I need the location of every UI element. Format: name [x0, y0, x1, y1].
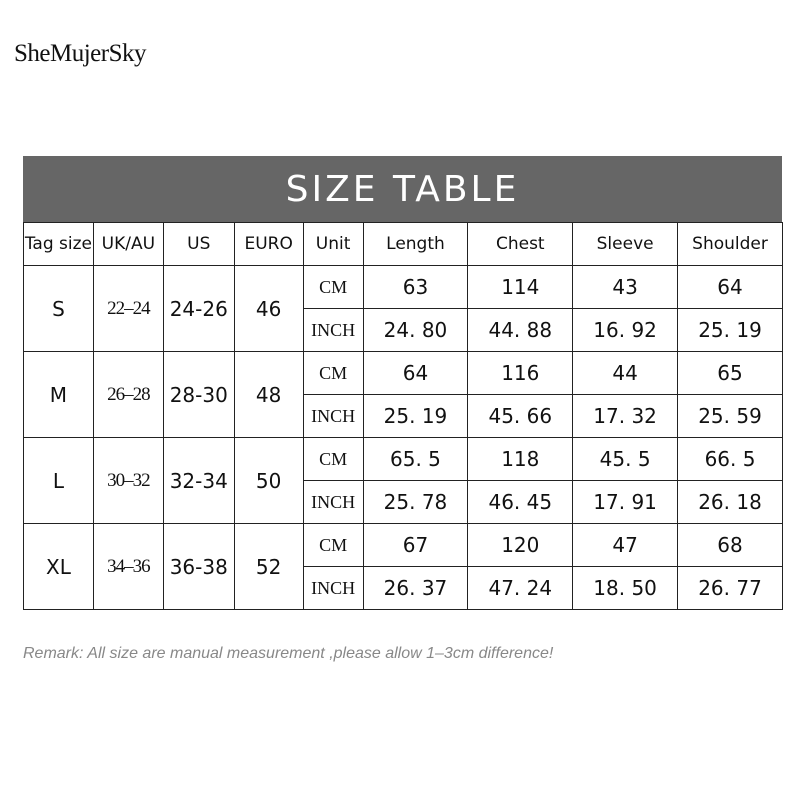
sleeve-cell: 16. 92 [573, 309, 678, 352]
chest-cell: 118 [468, 438, 573, 481]
column-header: Tag size [24, 223, 94, 266]
unit-cell: INCH [303, 395, 363, 438]
column-header: UK/AU [93, 223, 163, 266]
euro-cell: 48 [234, 352, 303, 438]
chest-cell: 114 [468, 266, 573, 309]
sleeve-cell: 17. 32 [573, 395, 678, 438]
length-cell: 67 [363, 524, 468, 567]
column-header: Unit [303, 223, 363, 266]
shoulder-cell: 25. 59 [678, 395, 783, 438]
column-header: Sleeve [573, 223, 678, 266]
table-title: SIZE TABLE [23, 156, 782, 222]
euro-cell: 50 [234, 438, 303, 524]
unit-cell: CM [303, 266, 363, 309]
shoulder-cell: 25. 19 [678, 309, 783, 352]
unit-cell: INCH [303, 567, 363, 610]
shoulder-cell: 66. 5 [678, 438, 783, 481]
brand-logo: SheMujerSky [14, 40, 146, 67]
us-cell: 28-30 [163, 352, 234, 438]
us-cell: 36-38 [163, 524, 234, 610]
uk-au-cell: 22–24 [93, 266, 163, 352]
sleeve-cell: 17. 91 [573, 481, 678, 524]
uk-au-cell: 34–36 [93, 524, 163, 610]
shoulder-cell: 68 [678, 524, 783, 567]
tag-size-cell: L [24, 438, 94, 524]
table-row [24, 266, 783, 309]
chest-cell: 44. 88 [468, 309, 573, 352]
length-cell: 25. 78 [363, 481, 468, 524]
shoulder-cell: 65 [678, 352, 783, 395]
unit-cell: CM [303, 438, 363, 481]
size-table [23, 222, 783, 610]
chest-cell: 45. 66 [468, 395, 573, 438]
table-row [24, 524, 783, 567]
unit-cell: CM [303, 352, 363, 395]
us-cell: 32-34 [163, 438, 234, 524]
column-header: EURO [234, 223, 303, 266]
sleeve-cell: 47 [573, 524, 678, 567]
tag-size-cell: XL [24, 524, 94, 610]
unit-cell: INCH [303, 481, 363, 524]
chest-cell: 120 [468, 524, 573, 567]
sleeve-cell: 44 [573, 352, 678, 395]
length-cell: 65. 5 [363, 438, 468, 481]
uk-au-cell: 26–28 [93, 352, 163, 438]
shoulder-cell: 26. 77 [678, 567, 783, 610]
header-row [24, 223, 783, 266]
length-cell: 26. 37 [363, 567, 468, 610]
length-cell: 63 [363, 266, 468, 309]
euro-cell: 52 [234, 524, 303, 610]
shoulder-cell: 26. 18 [678, 481, 783, 524]
sleeve-cell: 43 [573, 266, 678, 309]
shoulder-cell: 64 [678, 266, 783, 309]
sleeve-cell: 45. 5 [573, 438, 678, 481]
table-row [24, 352, 783, 395]
length-cell: 64 [363, 352, 468, 395]
unit-cell: CM [303, 524, 363, 567]
column-header: Chest [468, 223, 573, 266]
chest-cell: 46. 45 [468, 481, 573, 524]
unit-cell: INCH [303, 309, 363, 352]
chest-cell: 116 [468, 352, 573, 395]
length-cell: 25. 19 [363, 395, 468, 438]
euro-cell: 46 [234, 266, 303, 352]
column-header: Shoulder [678, 223, 783, 266]
uk-au-cell: 30–32 [93, 438, 163, 524]
chest-cell: 47. 24 [468, 567, 573, 610]
length-cell: 24. 80 [363, 309, 468, 352]
column-header: Length [363, 223, 468, 266]
us-cell: 24-26 [163, 266, 234, 352]
remark-text: Remark: All size are manual measurement ,please allow 1–3cm difference! [23, 645, 554, 662]
sleeve-cell: 18. 50 [573, 567, 678, 610]
column-header: US [163, 223, 234, 266]
tag-size-cell: M [24, 352, 94, 438]
table-row [24, 438, 783, 481]
tag-size-cell: S [24, 266, 94, 352]
